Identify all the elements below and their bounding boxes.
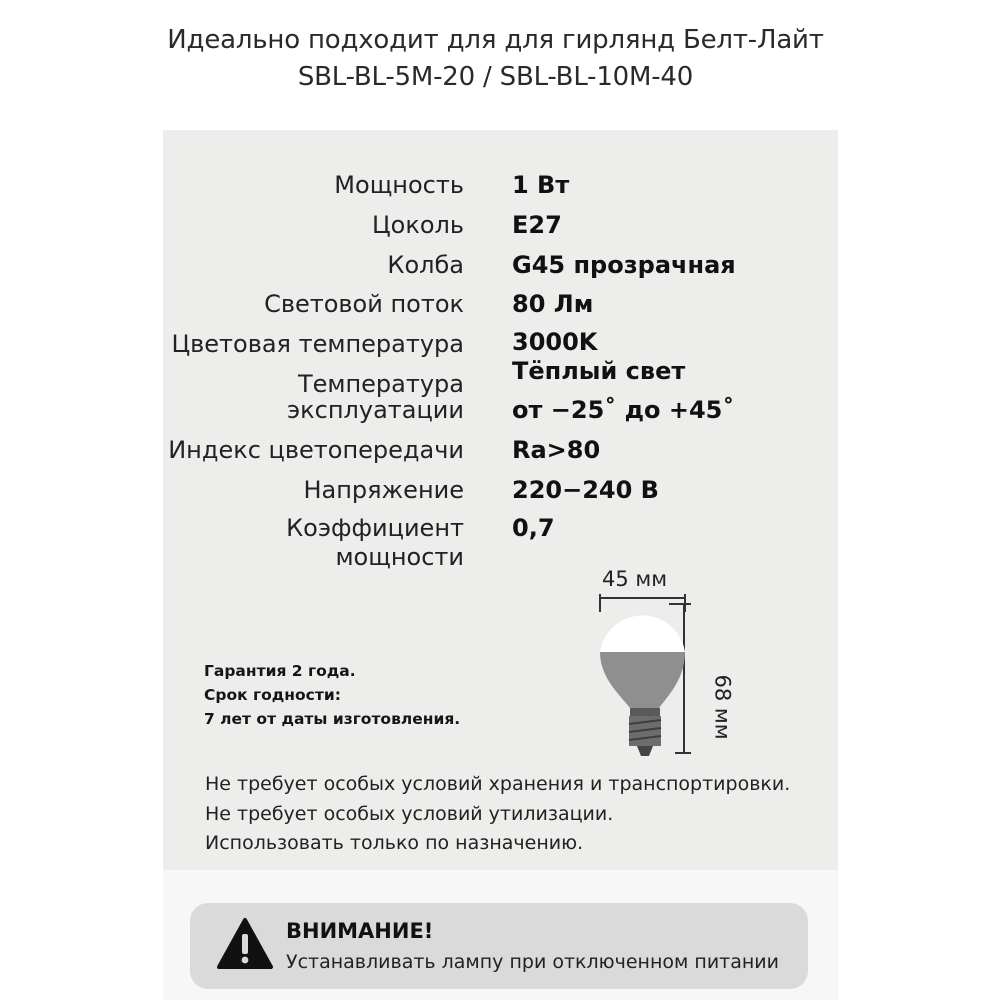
warning-text: Устанавливать лампу при отключенном питании — [286, 951, 779, 973]
bulb-height-label: 68 мм — [710, 674, 735, 740]
specs-panel — [163, 130, 838, 870]
spec-label-cri: Индекс цветопередачи — [168, 436, 464, 464]
spec-value-light-tone: Тёплый свет — [512, 357, 686, 385]
spec-value-power: 1 Вт — [512, 171, 570, 199]
spec-label-operating-temperature: Температура — [297, 370, 464, 398]
shelf-life-value: 7 лет от даты изготовления. — [204, 710, 461, 728]
warranty-text: Гарантия 2 года. — [204, 662, 356, 680]
header-compatibility-line: Идеально подходит для для гирлянд Белт-Лайт — [167, 25, 824, 55]
spec-value-luminous-flux: 80 Лм — [512, 290, 594, 318]
bulb-diagram — [585, 590, 705, 770]
spec-value-operating-temperature: от −25˚ до +45˚ — [512, 396, 735, 424]
spec-label-operating-temperature-line2: эксплуатации — [286, 396, 464, 424]
spec-label-socket: Цоколь — [372, 211, 464, 239]
background-right — [838, 0, 1000, 1000]
warning-triangle-icon — [216, 917, 274, 971]
disposal-note: Не требует особых условий утилизации. — [205, 803, 614, 825]
header — [163, 0, 838, 130]
usage-note: Использовать только по назначению. — [205, 832, 584, 854]
spec-value-cri: Ra>80 — [512, 436, 601, 464]
header-model-line: SBL-BL-5M-20 / SBL-BL-10M-40 — [297, 62, 694, 92]
spec-value-voltage: 220−240 В — [512, 476, 659, 504]
spec-value-bulb: G45 прозрачная — [512, 251, 736, 279]
warning-title: ВНИМАНИЕ! — [286, 919, 434, 943]
spec-value-power-factor: 0,7 — [512, 514, 555, 542]
spec-label-power-factor-line2: мощности — [335, 543, 464, 571]
spec-label-voltage: Напряжение — [303, 476, 464, 504]
spec-value-socket: E27 — [512, 211, 562, 239]
spec-label-color-temperature: Цветовая температура — [171, 330, 464, 358]
spec-value-color-temperature: 3000K — [512, 328, 598, 356]
spec-label-luminous-flux: Световой поток — [264, 290, 464, 318]
bulb-width-label: 45 мм — [602, 567, 668, 591]
spec-label-bulb: Колба — [387, 251, 464, 279]
spec-label-power-factor: Коэффициент — [286, 514, 464, 542]
spec-label-power: Мощность — [334, 171, 464, 199]
storage-note: Не требует особых условий хранения и транспортировки. — [205, 773, 791, 795]
warning-box — [190, 903, 808, 989]
shelf-life-label: Срок годности: — [204, 686, 341, 704]
